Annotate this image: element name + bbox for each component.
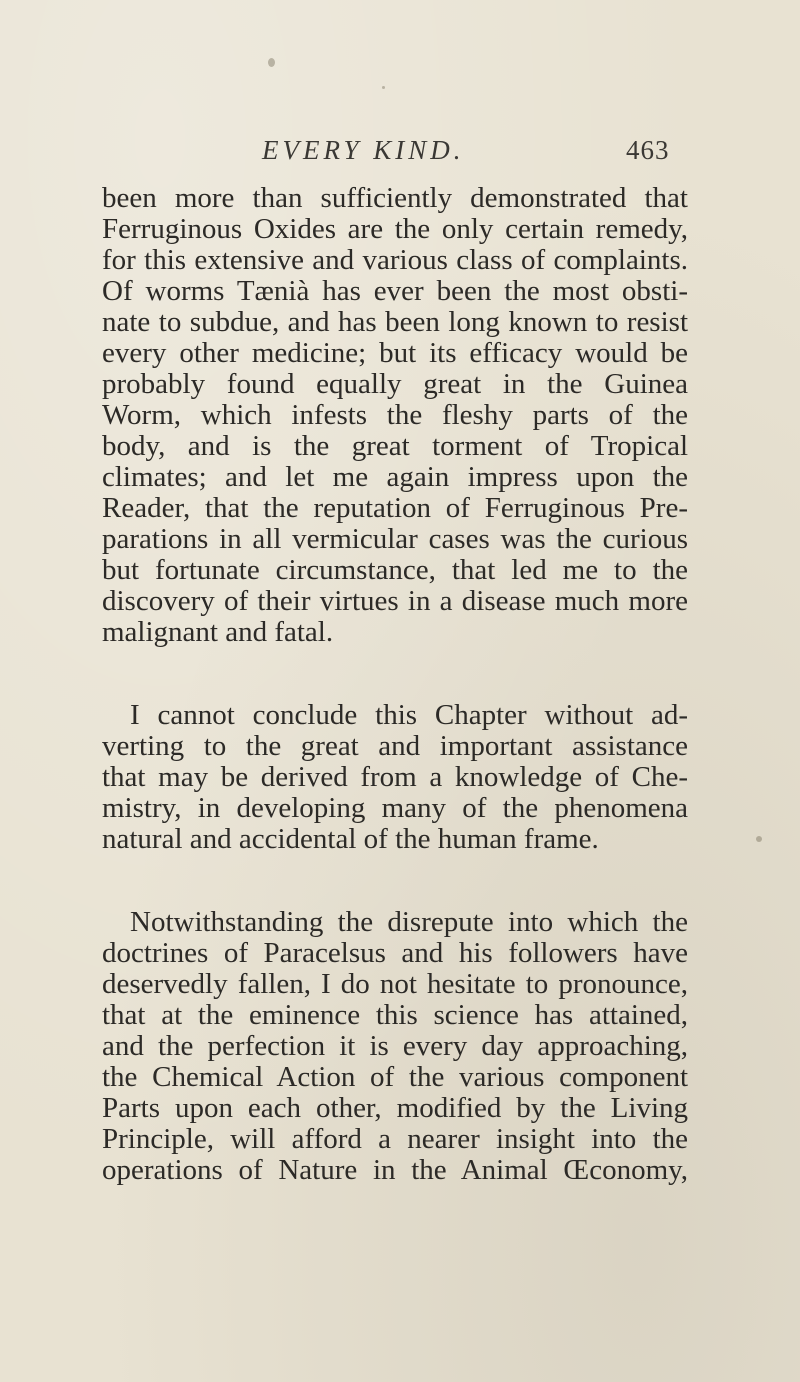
text-line: that at the eminence this science has attained, [102, 999, 688, 1031]
text-line: natural and accidental of the human frame. [102, 823, 599, 855]
text-line: Worm, which infests the fleshy parts of the [102, 399, 688, 431]
paper-speck [756, 836, 762, 842]
text-line: malignant and fatal. [102, 616, 334, 648]
text-line: been more than sufficiently demonstrated that [102, 182, 688, 214]
text-line: discovery of their virtues in a disease much more [102, 585, 688, 617]
paper-speck [268, 58, 275, 67]
paragraph-gap [102, 648, 688, 700]
text-line: body, and is the great torment of Tropical [102, 430, 688, 462]
text-line: I cannot conclude this Chapter without ad- [130, 699, 688, 731]
text-line: that may be derived from a knowledge of Che- [102, 761, 688, 793]
paragraph-1 [102, 183, 688, 648]
text-line: mistry, in developing many of the phenomena [102, 792, 688, 824]
text-line: deservedly fallen, I do not hesitate to pronounce, [102, 968, 688, 1000]
text-line: doctrines of Paracelsus and his followers have [102, 937, 688, 969]
text-line: the Chemical Action of the various component [102, 1061, 688, 1093]
page-number: 463 [626, 135, 670, 165]
text-line: parations in all vermicular cases was the curious [102, 523, 688, 555]
text-line: probably found equally great in the Guinea [102, 368, 688, 400]
text-line: Reader, that the reputation of Ferruginous Pre- [102, 492, 688, 524]
text-line: Of worms Tænià has ever been the most obsti- [102, 275, 688, 307]
running-head [0, 135, 800, 175]
text-line: every other medicine; but its efficacy would be [102, 337, 688, 369]
text-line: for this extensive and various class of complaints. [102, 244, 688, 276]
paragraph-gap [102, 855, 688, 907]
text-line: Notwithstanding the disrepute into which the [130, 906, 688, 938]
body-text [102, 183, 688, 1186]
text-line: climates; and let me again impress upon the [102, 461, 688, 493]
text-line: verting to the great and important assistance [102, 730, 688, 762]
paper-speck [382, 86, 385, 89]
text-line: Ferruginous Oxides are the only certain remedy, [102, 213, 688, 245]
paragraph-2 [102, 700, 688, 855]
paragraph-3 [102, 907, 688, 1186]
text-line: operations of Nature in the Animal Œconomy, [102, 1154, 688, 1186]
text-line: and the perfection it is every day approaching, [102, 1030, 688, 1062]
text-line: but fortunate circumstance, that led me to the [102, 554, 688, 586]
running-title: EVERY KIND. [262, 135, 465, 165]
text-line: Principle, will afford a nearer insight into the [102, 1123, 688, 1155]
text-line: nate to subdue, and has been long known to resist [102, 306, 688, 338]
text-line: Parts upon each other, modified by the Living [102, 1092, 688, 1124]
